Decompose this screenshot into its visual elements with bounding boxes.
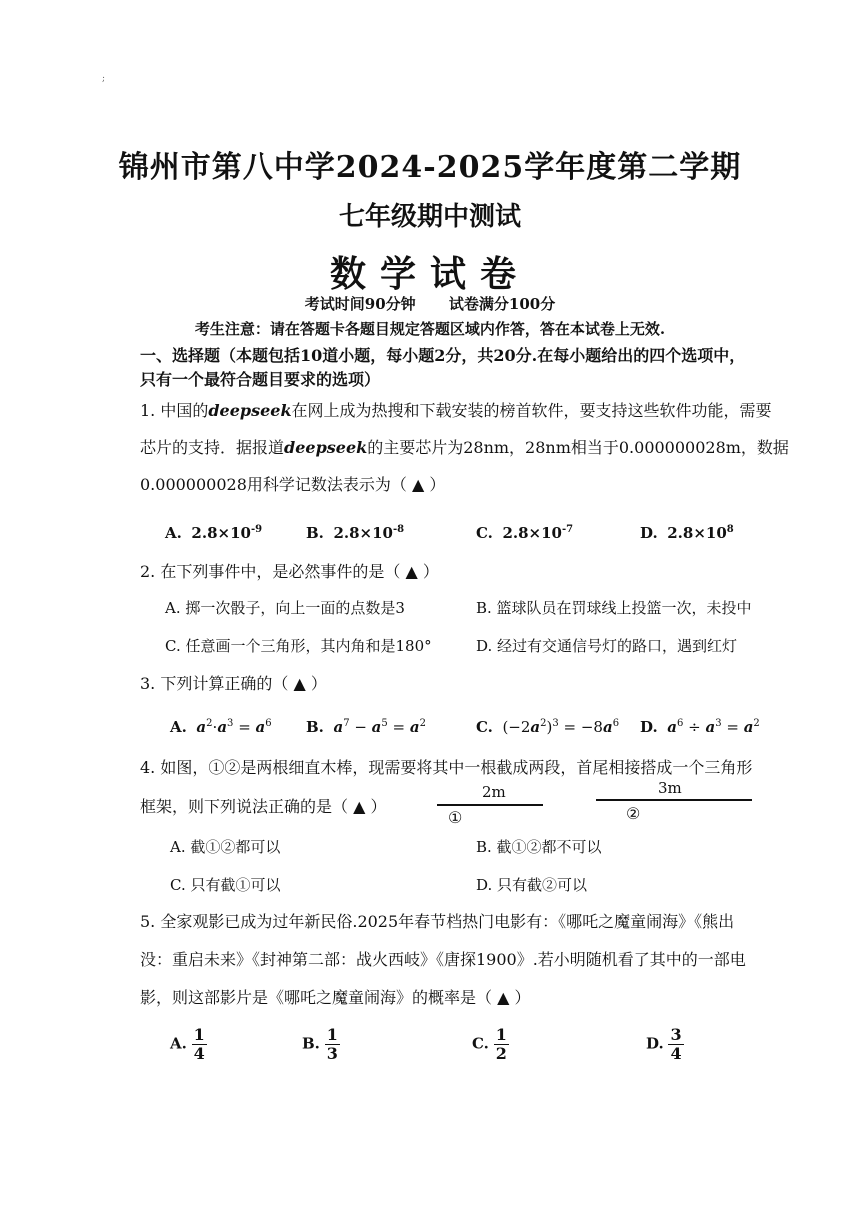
q4-option-a: A. 截①②都可以 [170,838,281,856]
q2-option-b: B. 篮球队员在罚球线上投篮一次，未投中 [476,599,752,617]
q1-option-b: B. $2.8\times 10^{-8}$ [306,524,405,542]
q3-stem: 3. 下列计算正确的（ ▲ ） [140,674,327,693]
q1-option-d: D. $2.8\times 10^8$ [640,524,734,542]
q5-line1: 5. 全家观影已成为过年新民俗.2025年春节档热门电影有：《哪吒之魔童闹海》《熊出 [140,912,735,931]
q4-option-c: C. 只有截①可以 [170,876,281,894]
q5-option-d: D. $\frac{3}{4}$ [646,1025,682,1063]
section-heading: 一、选择题（本题包括10道小题，每小题2分，共20分.在每小题给出的四个选项中， [140,346,746,365]
exam-time: 考试时间90分钟 [304,295,416,313]
q2-option-d: D. 经过有交通信号灯的路口，遇到红灯 [476,637,738,655]
stick2-label: ② [626,804,641,823]
exam-notice: 考生注意：请在答题卡各题目规定答题区域内作答，答在本试卷上无效. [194,320,666,338]
exam-meta [0,293,860,314]
stick1-label: ① [448,808,463,827]
fraction: $\frac{1}{3}$ [326,1025,338,1063]
q5-line3: 影，则这部影片是《哪吒之魔童闹海》的概率是（ ▲ ） [140,988,531,1007]
q4-line2: 框架，则下列说法正确的是（ ▲ ） [140,797,387,816]
q5-option-c: C. $\frac{1}{2}$ [472,1025,507,1063]
school-title: 锦州市第八中学2024-2025学年度第二学期 [118,150,742,185]
q1-option-a: A. $2.8\times 10^{-9}$ [165,524,263,542]
q5-line2: 没：重启未来》《封神第二部：战火西岐》《唐探1900》.若小明随机看了其中的一部电 [140,950,746,969]
q4-option-d: D. 只有截②可以 [476,876,588,894]
stick2-length: 3m [658,779,682,797]
q3-option-d: D. $a^6 \div a^3 = a^2$ [640,718,760,736]
full-score: 试卷满分100分 [448,295,556,313]
grade-title: 七年级期中测试 [338,202,521,232]
paper-title: 数学试卷 [329,253,530,295]
q1-line2: 芯片的支持．据报道deepseek的主要芯片为28nm，28nm相当于0.000000028m，数据 [140,438,789,457]
stick1-line [437,804,543,806]
q5-option-a: A. $\frac{1}{4}$ [170,1025,205,1063]
stick2-line [596,799,752,801]
q2-option-c: C. 任意画一个三角形，其内角和是180° [165,637,432,655]
corner-mark: ; [102,74,106,84]
fraction: $\frac{1}{2}$ [495,1025,507,1063]
q1-line1: 1. 中国的deepseek在网上成为热搜和下载安装的榜首软件，要支持这些软件功能，需要 [140,401,772,420]
q4-option-b: B. 截①②都不可以 [476,838,602,856]
fraction: $\frac{1}{4}$ [193,1025,205,1063]
stick1-length: 2m [482,783,506,801]
q3-option-b: B. $a^7 - a^5 = a^2$ [306,718,426,736]
q3-option-a: A. $a^2\cdot a^3 = a^6$ [170,718,272,736]
q5-option-b: B. $\frac{1}{3}$ [302,1025,338,1063]
section-heading-cont: 只有一个最符合题目要求的选项） [140,370,381,389]
q4-line1: 4. 如图，①②是两根细直木棒，现需要将其中一根截成两段，首尾相接搭成一个三角形 [140,758,753,777]
q1-line3: 0.000000028用科学记数法表示为（ ▲ ） [140,475,446,494]
q2-option-a: A. 掷一次骰子，向上一面的点数是3 [165,599,405,617]
q1-option-c: C. $2.8\times 10^{-7}$ [476,524,574,542]
q3-option-c: C. $(-2a^2)^3 = -8a^6$ [476,718,620,736]
q2-stem: 2. 在下列事件中，是必然事件的是（ ▲ ） [140,562,439,581]
term-deepseek: deepseek [208,401,292,420]
fraction: $\frac{3}{4}$ [670,1025,682,1063]
